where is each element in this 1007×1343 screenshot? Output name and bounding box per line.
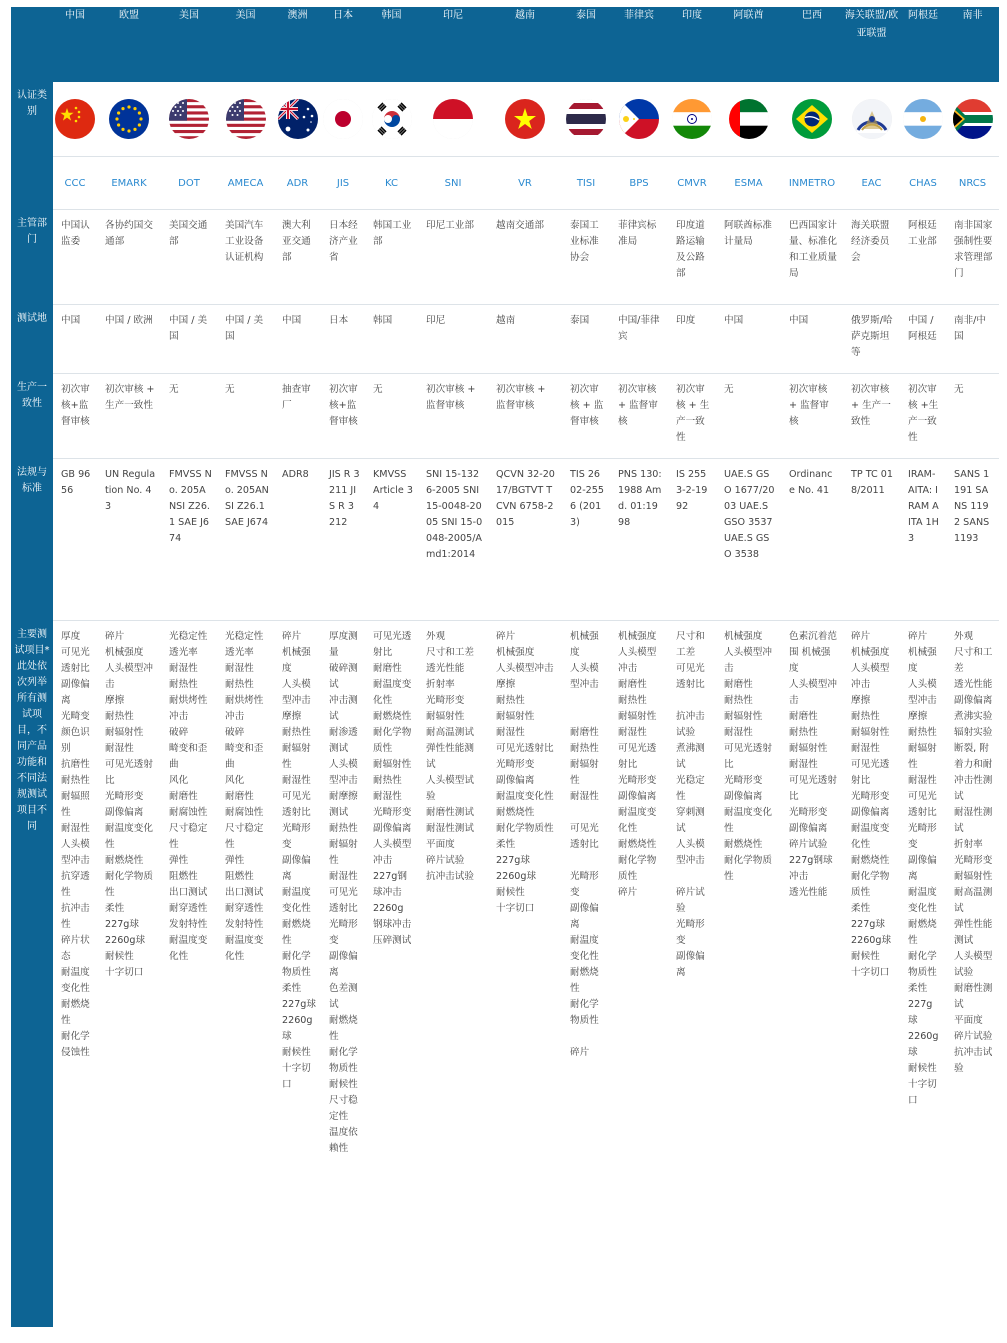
country-header: 印尼 [418,7,488,82]
standards-cell: IRAM-AITA: IRAM AITA 1H3 [900,459,946,621]
standards-cell: UN Regulation No. 43 [97,459,161,621]
standards-cell: FMVSS No. 205ANSI Z26.1 SAE J674 [217,459,274,621]
authority-cell: 南非国家强制性要求管理部门 [946,210,999,305]
authority-cell: 印度道路运输及公路部 [668,210,716,305]
country-header: 澳洲 [274,7,321,82]
table-corner [11,7,53,82]
cert-code: TISI [562,157,610,210]
conformity-cell: 初次审核+监督审核 [321,374,365,459]
standards-cell: IS 2553-2-1992 [668,459,716,621]
philippines-flag-icon [619,99,659,139]
test-site-cell: 越南 [488,305,562,374]
test-site-cell: 泰国 [562,305,610,374]
conformity-cell: 无 [365,374,418,459]
standards-cell: SNI 15-1326-2005 SNI 15-0048-2005 SNI 15-0048-2005/Amd1:2014 [418,459,488,621]
uae-flag-icon [729,99,769,139]
country-header: 阿联酋 [716,7,781,82]
vietnam-flag-icon [505,99,545,139]
row-label-cert: 认证类别 [11,82,53,210]
country-header: 欧盟 [97,7,161,82]
test-site-cell: 中国 [53,305,97,374]
authority-cell: 澳大利亚交通部 [274,210,321,305]
cert-code: DOT [161,157,217,210]
test-site-cell: 印度 [668,305,716,374]
country-header: 美国 [217,7,274,82]
standards-cell: FMVSS No. 205ANSI Z26.1 SAE J674 [161,459,217,621]
test-site-cell: 中国 [274,305,321,374]
cert-code: CMVR [668,157,716,210]
flag-cell [274,82,321,157]
flag-cell [946,82,999,157]
thailand-flag-icon [566,99,606,139]
australia-flag-icon [278,99,318,139]
tests-cell: 光稳定性 透光率 耐湿性 耐热性 耐烘烤性 冲击 破碎 畸变和歪曲 风化 耐磨性 耐腐蚀性 尺寸稳定性 弹性 阻燃性 出口测试 耐穿透性 发射特性 耐温度变化性 [161,621,217,1327]
cert-code: AMECA [217,157,274,210]
row-label-tests: 主要测试项目*此处依次列举所有测试项目，不同产品功能和不同法规测试项目不同 [11,621,53,1327]
authority-cell: 泰国工业标准协会 [562,210,610,305]
authority-cell: 越南交通部 [488,210,562,305]
test-site-cell: 中国 [781,305,843,374]
conformity-cell: 无 [217,374,274,459]
tests-cell: 碎片 机械强度 人头模型冲击 摩擦 耐热性 耐辐射性 耐湿性 可见光透射比 光畸形变 副像偏离 耐温度变化性 耐燃烧性 耐化学物质性 柔性 227g球 2260g球 耐候性 十字切口 [843,621,900,1327]
argentina-flag-icon [903,99,943,139]
flag-cell [843,82,900,157]
flag-cell [781,82,843,157]
standards-cell: Ordinance No. 41 [781,459,843,621]
tests-cell: 光稳定性 透光率 耐湿性 耐热性 耐烘烤性 冲击 破碎 畸变和歪曲 风化 耐磨性 耐腐蚀性 尺寸稳定性 弹性 阻燃性 出口测试 耐穿透性 发射特性 耐温度变化性 [217,621,274,1327]
usa-flag-icon [226,99,266,139]
authority-cell: 阿联酋标准计量局 [716,210,781,305]
test-site-cell: 中国 / 美国 [217,305,274,374]
cert-code: ADR [274,157,321,210]
authority-cell: 美国交通部 [161,210,217,305]
authority-cell: 阿根廷工业部 [900,210,946,305]
row-label-conformity: 生产一致性 [11,374,53,459]
cert-code: ESMA [716,157,781,210]
flag-cell [321,82,365,157]
tests-cell: 外观 尺寸和工差 透光性能 折射率 光畸形变 耐辐射性 耐高温测试 弹性性能测试 人头模型试验 耐磨性测试 耐湿性测试 平面度 碎片试验 抗冲击试验 [418,621,488,1327]
eu-flag-icon [109,99,149,139]
standards-cell: QCVN 32-2017/BGTVT TCVN 6758-2015 [488,459,562,621]
tests-cell: 机械强度 人头模型冲击 耐磨性 耐热性 耐辐射性 耐湿性 可见光透射比 光畸形变 副像偏离 耐温度变化性 耐燃烧性 耐化学物质性 碎片 [610,621,668,1327]
flag-cell [53,82,97,157]
cert-code: EAC [843,157,900,210]
standards-cell: PNS 130:1988 Amd. 01:1998 [610,459,668,621]
flag-cell [97,82,161,157]
country-header: 印度 [668,7,716,82]
authority-cell: 各协约国交通部 [97,210,161,305]
cert-code: INMETRO [781,157,843,210]
tests-cell: 可见光透射比 耐磨性 耐温度变化性 耐燃烧性 耐化学物质性 耐辐射性 耐热性 耐湿性 光畸形变 副像偏离 人头模型冲击 227g钢球冲击 2260g钢球冲击 压碎测试 [365,621,418,1327]
china-flag-icon [55,99,95,139]
flag-cell [418,82,488,157]
country-header: 菲律宾 [610,7,668,82]
test-site-cell: 中国 / 阿根廷 [900,305,946,374]
indonesia-flag-icon [433,99,473,139]
standards-cell: GB 9656 [53,459,97,621]
standards-cell: KMVSS Article 34 [365,459,418,621]
flag-cell [217,82,274,157]
test-site-cell: 中国 [716,305,781,374]
tests-cell: 碎片 机械强度 人头模型冲击 摩擦 耐热性 耐辐射性 耐湿性 可见光透射比 光畸形变 副像偏离 耐温度变化性 耐燃烧性 耐化学物质性 柔性 227g球 2260g球 耐候性 十字切口 [97,621,161,1327]
test-site-cell: 俄罗斯/哈萨克斯坦等 [843,305,900,374]
conformity-cell: 初次审核 + 监督审核 [418,374,488,459]
standards-cell: ADR8 [274,459,321,621]
japan-flag-icon [323,99,363,139]
conformity-cell: 无 [161,374,217,459]
south-africa-flag-icon [953,99,993,139]
country-header: 美国 [161,7,217,82]
tests-cell: 厚度测量 破碎测试 冲击测试 耐渗透测试 人头模型冲击 耐摩擦测试 耐热性 耐辐射性 耐湿性 可见光透射比 光畸形变 副像偏离 色差测试 耐燃烧性 耐化学物质性 耐候性 尺寸稳定性 温度依赖性 [321,621,365,1327]
cert-code: JIS [321,157,365,210]
test-site-cell: 印尼 [418,305,488,374]
row-label-standards: 法规与标准 [11,459,53,621]
country-header: 巴西 [781,7,843,82]
conformity-cell: 初次审核 + 生产一致性 [97,374,161,459]
cert-code: CHAS [900,157,946,210]
test-site-cell: 中国 / 美国 [161,305,217,374]
conformity-cell: 无 [716,374,781,459]
cert-code: VR [488,157,562,210]
cert-code: KC [365,157,418,210]
conformity-cell: 初次审核 + 生产一致性 [668,374,716,459]
standards-cell: JIS R 3211 JIS R 3212 [321,459,365,621]
eac-flag-icon [852,99,892,139]
country-header: 韩国 [365,7,418,82]
cert-code: CCC [53,157,97,210]
korea-flag-icon [372,99,412,139]
authority-cell: 海关联盟经济委员会 [843,210,900,305]
cert-code: SNI [418,157,488,210]
flag-cell [668,82,716,157]
usa-flag-icon [169,99,209,139]
authority-cell: 日本经济产业省 [321,210,365,305]
test-site-cell: 中国/菲律宾 [610,305,668,374]
row-label-test-site: 测试地 [11,305,53,374]
flag-cell [161,82,217,157]
flag-cell [365,82,418,157]
authority-cell: 韩国工业部 [365,210,418,305]
flag-cell [716,82,781,157]
conformity-cell: 初次审核+监督审核 [53,374,97,459]
flag-cell [488,82,562,157]
flag-cell [562,82,610,157]
test-site-cell: 韩国 [365,305,418,374]
cert-code: EMARK [97,157,161,210]
country-header: 南非 [946,7,999,82]
conformity-cell: 抽查审厂 [274,374,321,459]
country-header: 越南 [488,7,562,82]
conformity-cell: 初次审核 + 监督审核 [562,374,610,459]
country-header: 中国 [53,7,97,82]
authority-cell: 菲律宾标准局 [610,210,668,305]
standards-cell: TP TC 018/2011 [843,459,900,621]
certification-table [11,7,999,1327]
india-flag-icon [672,99,712,139]
cert-code: NRCS [946,157,999,210]
tests-cell: 机械强度 人头模型冲击 耐磨性 耐热性 耐辐射性 耐湿性 可见光透射比 光畸形变 副像偏离 耐温度变化性 耐燃烧性 耐化学物质性 [716,621,781,1327]
flag-cell [610,82,668,157]
brazil-flag-icon [792,99,832,139]
flag-cell [900,82,946,157]
conformity-cell: 初次审核 + 监督审核 [781,374,843,459]
conformity-cell: 初次审核 +生产一致性 [900,374,946,459]
country-header: 阿根廷 [900,7,946,82]
tests-cell: 碎片 机械强度 人头模型冲击 摩擦 耐热性 耐辐射性 耐湿性 可见光透射比 光畸形变 副像偏离 耐温度变化性 耐燃烧性 耐化学物质性 柔性 227g球 2260g球 耐候性 十字切口 [900,621,946,1327]
tests-cell: 厚度 可见光透射比 副像偏离 光畸变 颜色识别 抗磨性 耐热性 耐辐照性 耐湿性 人头模型冲击 抗穿透性 抗冲击性 碎片状态 耐温度变化性 耐燃烧性 耐化学侵蚀性 [53,621,97,1327]
conformity-cell: 无 [946,374,999,459]
conformity-cell: 初次审核 + 监督审核 [488,374,562,459]
authority-cell: 巴西国家计量、标准化和工业质量局 [781,210,843,305]
country-header: 泰国 [562,7,610,82]
row-label-authority: 主管部门 [11,210,53,305]
test-site-cell: 南非/中国 [946,305,999,374]
tests-cell: 机械强度 人头模型冲击 耐磨性 耐热性 耐辐射性 耐湿性 可见光透射比 光畸形变 副像偏离 耐温度变化性 耐燃烧性 耐化学物质性 碎片 [562,621,610,1327]
tests-cell: 碎片 机械强度 人头模型冲击 摩擦 耐热性 耐辐射性 耐湿性 可见光透射比 光畸形变 副像偏离 耐温度变化性 耐燃烧性 耐化学物质性 柔性 227g球 2260g球 耐候性 十字切口 [274,621,321,1327]
tests-cell: 外观 尺寸和工差 透光性能 副像偏离 煮沸实验 辐射实验 断裂, 附着力和耐冲击性测试 耐湿性测试 折射率 光畸形变 耐辐射性 耐高温测试 弹性性能测试 人头模型试验 耐磨性测试 平面度 碎片试验 抗冲击试验 [946,621,999,1327]
standards-cell: UAE.S GSO 1677/2003 UAE.S GSO 3537 UAE.S GSO 3538 [716,459,781,621]
country-header: 海关联盟/欧亚联盟 [843,7,900,82]
cert-code: BPS [610,157,668,210]
tests-cell: 碎片 机械强度 人头模型冲击 摩擦 耐热性 耐辐射性 耐湿性 可见光透射比 光畸形变 副像偏离 耐温度变化性 耐燃烧性 耐化学物质性 柔性 227g球 2260g球 耐候性 十字切口 [488,621,562,1327]
conformity-cell: 初次审核 + 生产一致性 [843,374,900,459]
authority-cell: 美国汽车工业设备认证机构 [217,210,274,305]
authority-cell: 印尼工业部 [418,210,488,305]
test-site-cell: 中国 / 欧洲 [97,305,161,374]
test-site-cell: 日本 [321,305,365,374]
standards-cell: SANS 1191 SANS 1192 SANS 1193 [946,459,999,621]
tests-cell: 色素沉着范围 机械强度 人头模型冲击 耐磨性 耐热性 耐辐射性 耐湿性 可见光透射比 光畸形变 副像偏离 碎片试验 227g钢球冲击 透光性能 [781,621,843,1327]
authority-cell: 中国认监委 [53,210,97,305]
tests-cell: 尺寸和工差 可见光透射比 抗冲击试验 煮沸测试 光稳定性 穿刺测试 人头模型冲击 碎片试验 光畸形变 副像偏离 [668,621,716,1327]
standards-cell: TIS 2602-2556 (2013) [562,459,610,621]
conformity-cell: 初次审核 + 监督审核 [610,374,668,459]
country-header: 日本 [321,7,365,82]
